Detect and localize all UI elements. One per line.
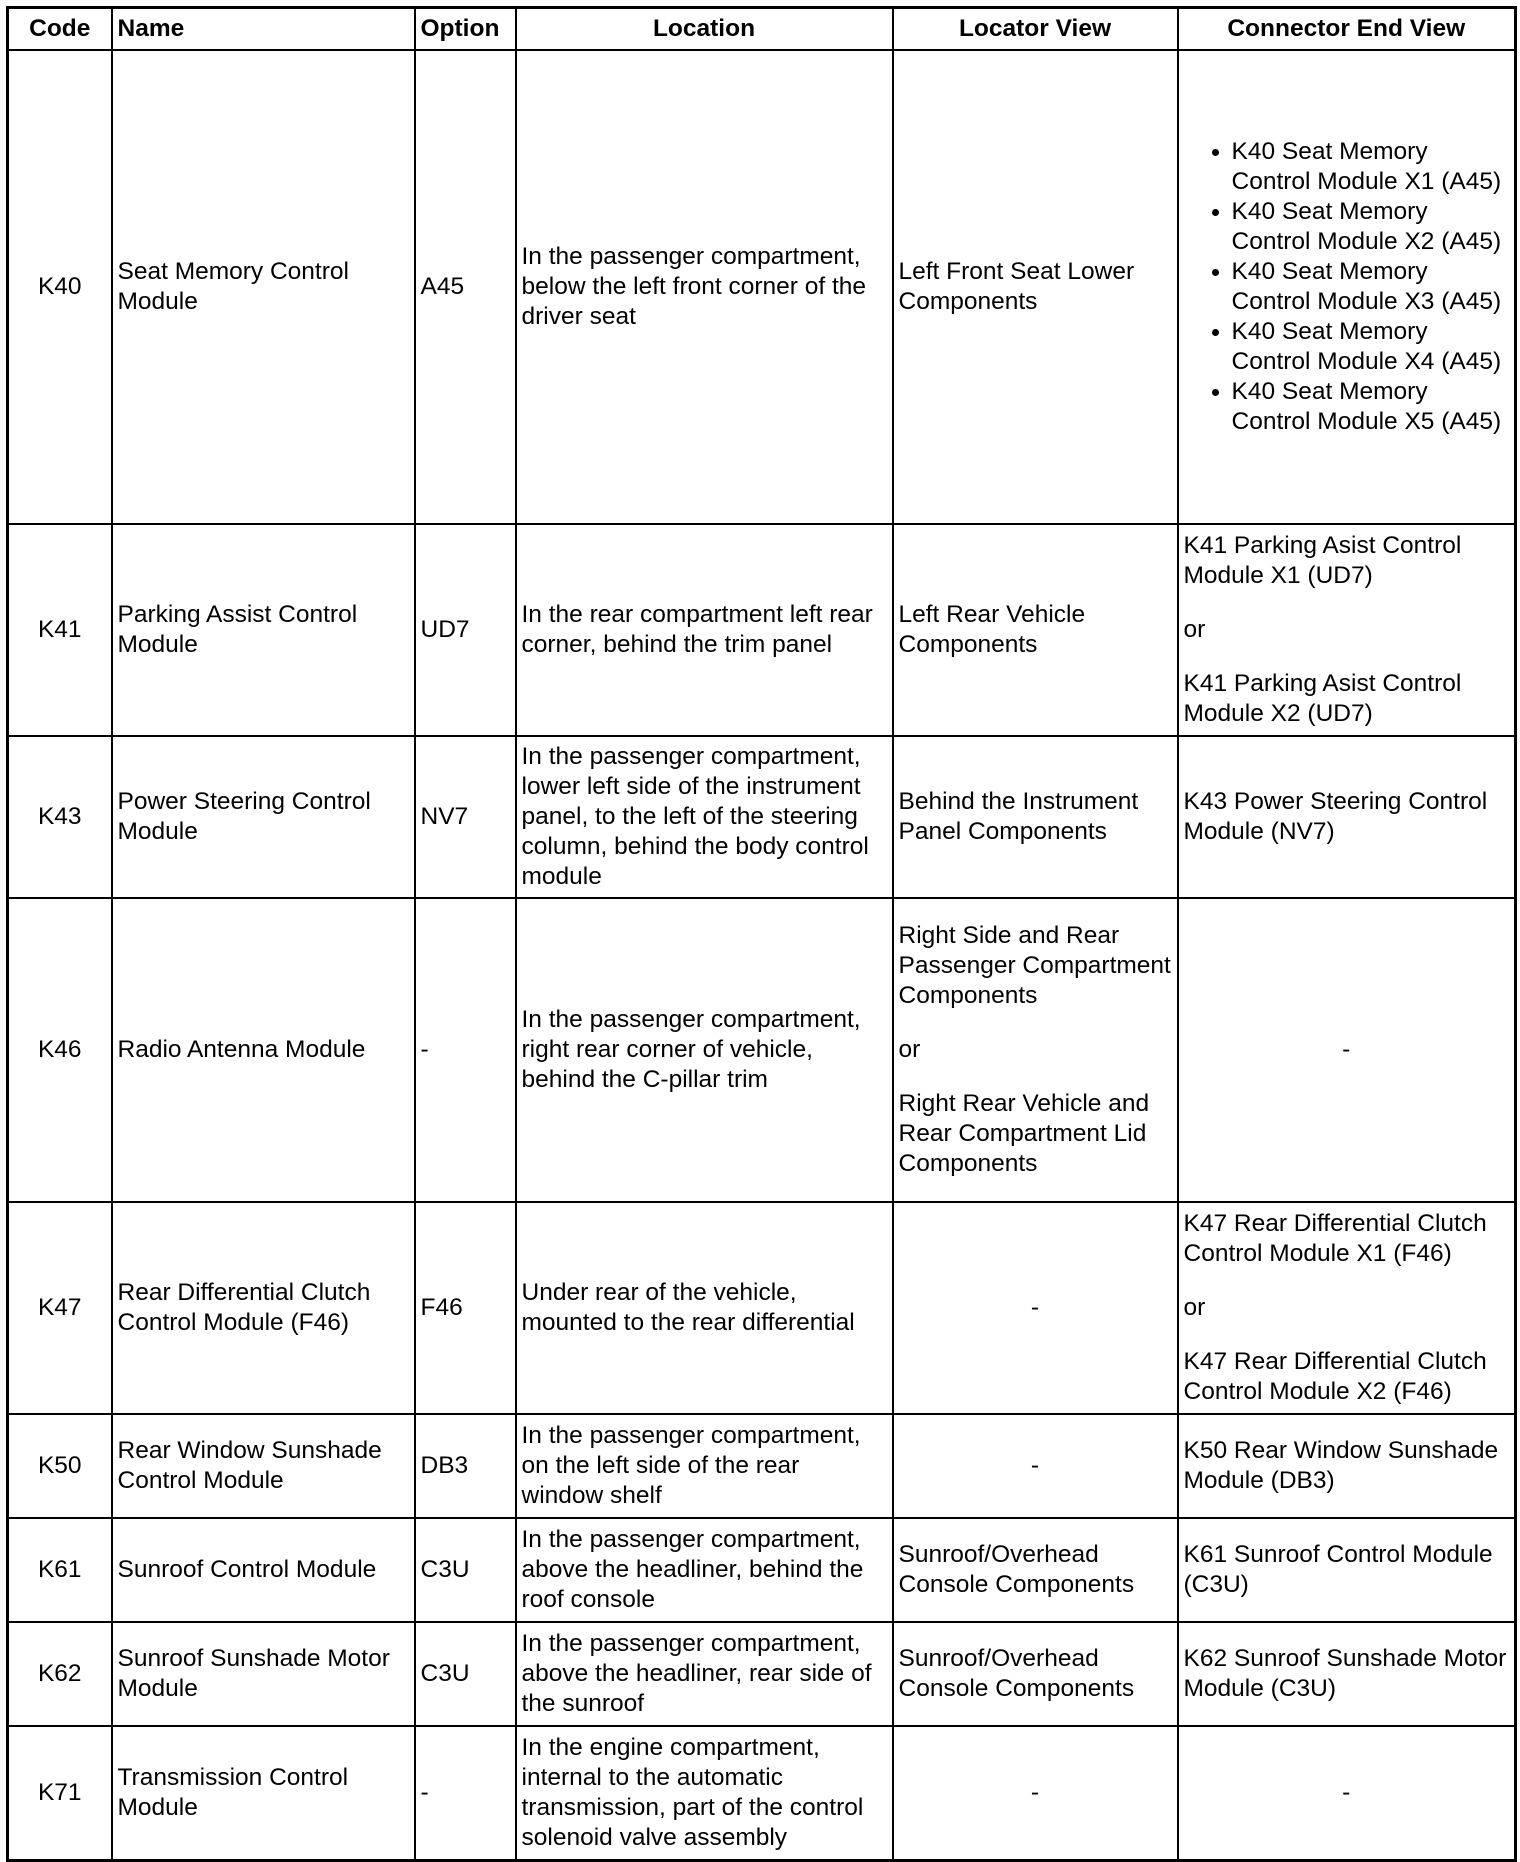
cell-code: K40 xyxy=(8,50,112,524)
connector-line: K41 Parking Asist Control Module X1 (UD7) xyxy=(1183,532,1462,589)
table-row xyxy=(8,1414,1516,1518)
cell-option: NV7 xyxy=(415,736,516,898)
cell-locator-view: - xyxy=(893,1202,1178,1414)
or-separator: or xyxy=(1183,616,1206,643)
cell-name: Power Steering Control Module xyxy=(112,736,415,898)
header-connector-end-view: Connector End View xyxy=(1178,8,1516,51)
connector-line: K41 Parking Asist Control Module X2 (UD7) xyxy=(1183,670,1462,727)
cell-connector-end-view: - xyxy=(1178,1726,1516,1860)
cell-connector-end-view xyxy=(1178,1202,1516,1414)
or-separator: or xyxy=(1183,1294,1206,1321)
table-row xyxy=(8,898,1516,1202)
locator-line: Left Front Seat Lower Components xyxy=(898,258,1135,315)
cell-code: K41 xyxy=(8,524,112,736)
cell-option: DB3 xyxy=(415,1414,516,1518)
locator-line: Sunroof/Overhead Console Components xyxy=(898,1645,1135,1702)
component-locator-table xyxy=(6,6,1517,1862)
connector-line: K62 Sunroof Sunshade Motor Module (C3U) xyxy=(1183,1645,1507,1702)
cell-name: Sunroof Control Module xyxy=(112,1518,415,1622)
connector-item: • K40 Seat Memory Control Module X5 (A45) xyxy=(1232,377,1510,437)
cell-location: Under rear of the vehicle, mounted to the rear differential xyxy=(516,1202,893,1414)
connector-line: K43 Power Steering Control Module (NV7) xyxy=(1183,788,1488,845)
cell-locator-view: - xyxy=(893,1414,1178,1518)
table-row xyxy=(8,736,1516,898)
cell-option: C3U xyxy=(415,1518,516,1622)
locator-line: Right Side and Rear Passenger Compartment Components xyxy=(898,922,1171,1009)
connector-item: • K40 Seat Memory Control Module X4 (A45) xyxy=(1232,317,1510,377)
cell-option: UD7 xyxy=(415,524,516,736)
cell-locator-view xyxy=(893,1622,1178,1726)
cell-code: K61 xyxy=(8,1518,112,1622)
connector-line: K47 Rear Differential Clutch Control Module X1 (F46) xyxy=(1183,1210,1487,1267)
table-row xyxy=(8,524,1516,736)
cell-location: In the passenger compartment, below the left front corner of the driver seat xyxy=(516,50,893,524)
locator-line: Behind the Instrument Panel Components xyxy=(898,788,1139,845)
connector-item: • K40 Seat Memory Control Module X3 (A45) xyxy=(1232,257,1510,317)
locator-line: Left Rear Vehicle Components xyxy=(898,601,1086,658)
cell-name: Rear Window Sunshade Control Module xyxy=(112,1414,415,1518)
connector-line: K47 Rear Differential Clutch Control Module X2 (F46) xyxy=(1183,1348,1487,1405)
cell-option: A45 xyxy=(415,50,516,524)
cell-location: In the passenger compartment, on the left side of the rear window shelf xyxy=(516,1414,893,1518)
header-row xyxy=(8,8,1516,51)
locator-line: Sunroof/Overhead Console Components xyxy=(898,1541,1135,1598)
table-row xyxy=(8,1202,1516,1414)
cell-connector-end-view: - xyxy=(1178,898,1516,1202)
table-row xyxy=(8,1518,1516,1622)
cell-connector-end-view xyxy=(1178,1622,1516,1726)
header-code: Code xyxy=(8,8,112,51)
cell-code: K47 xyxy=(8,1202,112,1414)
cell-option: - xyxy=(415,898,516,1202)
cell-location: In the passenger compartment, above the headliner, behind the roof console xyxy=(516,1518,893,1622)
or-separator: or xyxy=(898,1036,921,1063)
cell-code: K43 xyxy=(8,736,112,898)
header-name: Name xyxy=(112,8,415,51)
locator-line: Right Rear Vehicle and Rear Compartment Lid Components xyxy=(898,1090,1150,1177)
cell-location: In the engine compartment, internal to the automatic transmission, part of the control solenoid valve assembly xyxy=(516,1726,893,1860)
cell-connector-end-view xyxy=(1178,1518,1516,1622)
connector-line: K61 Sunroof Control Module (C3U) xyxy=(1183,1541,1493,1598)
header-location: Location xyxy=(516,8,893,51)
table-row xyxy=(8,50,1516,524)
table-row xyxy=(8,1726,1516,1860)
cell-connector-end-view xyxy=(1178,1414,1516,1518)
cell-connector-end-view xyxy=(1178,50,1516,524)
table-row xyxy=(8,1622,1516,1726)
cell-locator-view xyxy=(893,736,1178,898)
connector-item: • K40 Seat Memory Control Module X1 (A45) xyxy=(1232,137,1510,197)
cell-code: K46 xyxy=(8,898,112,1202)
cell-code: K71 xyxy=(8,1726,112,1860)
cell-connector-end-view xyxy=(1178,524,1516,736)
cell-code: K62 xyxy=(8,1622,112,1726)
connector-line: K50 Rear Window Sunshade Module (DB3) xyxy=(1183,1437,1499,1494)
connector-item: • K40 Seat Memory Control Module X2 (A45) xyxy=(1232,197,1510,257)
cell-name: Seat Memory Control Module xyxy=(112,50,415,524)
cell-locator-view xyxy=(893,50,1178,524)
cell-location: In the passenger compartment, lower left side of the instrument panel, to the left of the steering column, behind the body control module xyxy=(516,736,893,898)
header-option: Option xyxy=(415,8,516,51)
cell-code: K50 xyxy=(8,1414,112,1518)
cell-location: In the passenger compartment, right rear corner of vehicle, behind the C-pillar trim xyxy=(516,898,893,1202)
cell-option: F46 xyxy=(415,1202,516,1414)
cell-option: C3U xyxy=(415,1622,516,1726)
cell-name: Rear Differential Clutch Control Module (F46) xyxy=(112,1202,415,1414)
cell-name: Transmission Control Module xyxy=(112,1726,415,1860)
cell-location: In the rear compartment left rear corner, behind the trim panel xyxy=(516,524,893,736)
cell-locator-view xyxy=(893,1518,1178,1622)
cell-locator-view xyxy=(893,898,1178,1202)
cell-locator-view xyxy=(893,524,1178,736)
cell-connector-end-view xyxy=(1178,736,1516,898)
header-locator-view: Locator View xyxy=(893,8,1178,51)
cell-location: In the passenger compartment, above the headliner, rear side of the sunroof xyxy=(516,1622,893,1726)
connector-list xyxy=(1184,137,1510,437)
cell-name: Radio Antenna Module xyxy=(112,898,415,1202)
cell-option: - xyxy=(415,1726,516,1860)
cell-name: Parking Assist Control Module xyxy=(112,524,415,736)
cell-name: Sunroof Sunshade Motor Module xyxy=(112,1622,415,1726)
cell-locator-view: - xyxy=(893,1726,1178,1860)
